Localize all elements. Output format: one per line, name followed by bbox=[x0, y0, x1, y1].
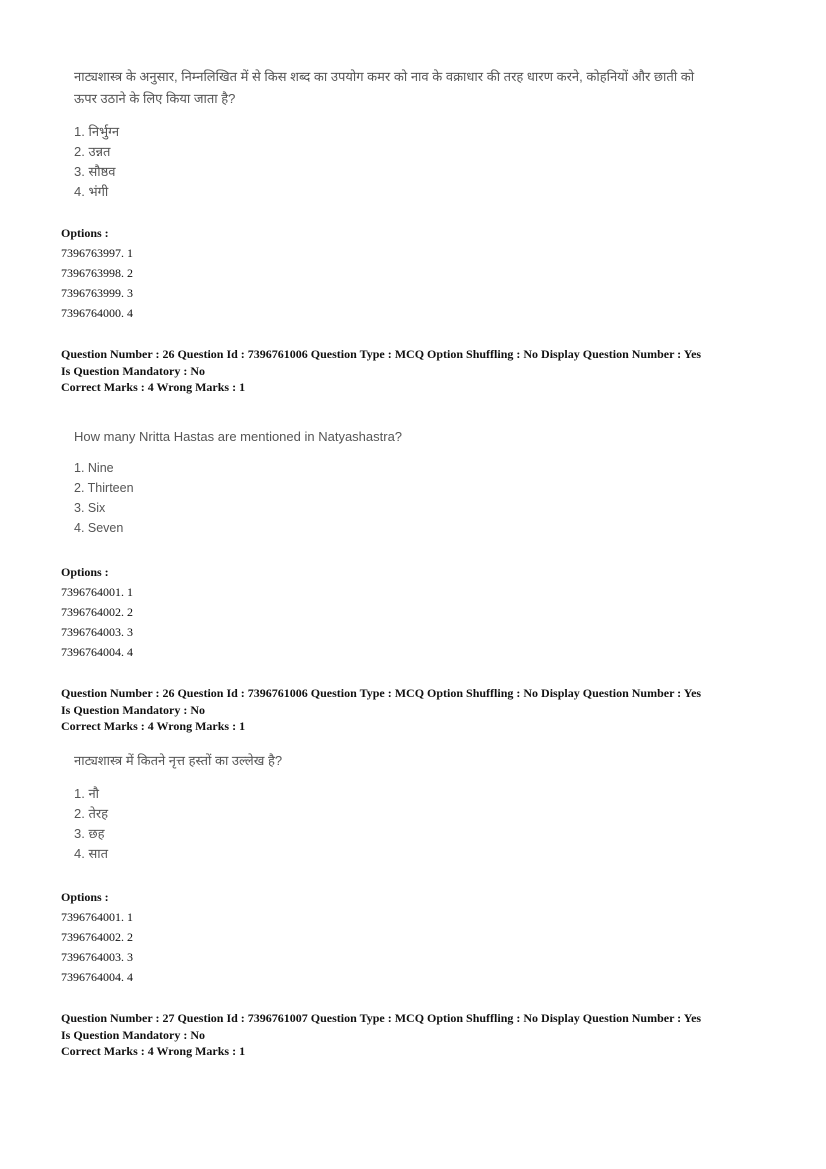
options-block bbox=[61, 562, 133, 662]
option-id: 7396764001. 1 bbox=[61, 910, 133, 924]
question-meta-line3: Correct Marks : 4 Wrong Marks : 1 bbox=[61, 1044, 246, 1058]
question-option: 2. उन्नत bbox=[74, 144, 111, 159]
question-meta bbox=[61, 685, 781, 735]
question-option: 4. सात bbox=[74, 846, 109, 861]
options-heading: Options : bbox=[61, 565, 109, 579]
option-id: 7396764000. 4 bbox=[61, 306, 133, 320]
question-meta-line2: Is Question Mandatory : No bbox=[61, 1027, 206, 1042]
question-option: 3. Six bbox=[74, 501, 106, 515]
question-meta bbox=[61, 346, 781, 396]
options-block bbox=[61, 223, 133, 323]
options-block bbox=[61, 887, 133, 987]
question-meta-line2: Is Question Mandatory : No bbox=[61, 363, 206, 378]
option-id: 7396763999. 3 bbox=[61, 286, 133, 300]
question-meta-line1: Question Number : 26 Question Id : 7396761006 Question Type : MCQ Option Shuffling : No Display Question Number : Yes bbox=[61, 347, 702, 361]
option-id: 7396764004. 4 bbox=[61, 645, 133, 659]
option-id: 7396764002. 2 bbox=[61, 605, 133, 619]
option-id: 7396764001. 1 bbox=[61, 585, 133, 599]
question-option: 4. Seven bbox=[74, 521, 124, 535]
question-option: 1. नौ bbox=[74, 786, 100, 801]
option-id: 7396764002. 2 bbox=[61, 930, 133, 944]
question-option: 2. Thirteen bbox=[74, 481, 134, 495]
question-option: 3. छह bbox=[74, 826, 105, 841]
options-heading: Options : bbox=[61, 226, 109, 240]
option-id: 7396764003. 3 bbox=[61, 625, 133, 639]
options-heading: Options : bbox=[61, 890, 109, 904]
question-meta-line3: Correct Marks : 4 Wrong Marks : 1 bbox=[61, 380, 246, 394]
question-option: 4. भंगी bbox=[74, 184, 109, 199]
question-meta-line2: Is Question Mandatory : No bbox=[61, 702, 206, 717]
question-text: How many Nritta Hastas are mentioned in Natyashastra? bbox=[74, 429, 403, 444]
option-id: 7396764004. 4 bbox=[61, 970, 133, 984]
option-id: 7396763998. 2 bbox=[61, 266, 133, 280]
question-meta-line1: Question Number : 26 Question Id : 7396761006 Question Type : MCQ Option Shuffling : No Display Question Number : Yes bbox=[61, 686, 702, 700]
question-text-line1: नाट्यशास्त्र के अनुसार, निम्नलिखित में से किस शब्द का उपयोग कमर को नाव के वक्राधार की तरह धारण करने, कोहनियों और छाती को bbox=[74, 69, 695, 84]
question-option: 1. Nine bbox=[74, 461, 114, 475]
question-meta-line3: Correct Marks : 4 Wrong Marks : 1 bbox=[61, 719, 246, 733]
question-image-q26-hindi bbox=[74, 750, 474, 864]
option-id: 7396764003. 3 bbox=[61, 950, 133, 964]
question-text: नाट्यशास्त्र में कितने नृत्त हस्तों का उल्लेख है? bbox=[74, 753, 283, 768]
question-option: 2. तेरह bbox=[74, 806, 109, 821]
question-meta bbox=[61, 1010, 781, 1060]
question-option: 1. निर्भुग्न bbox=[74, 124, 120, 139]
question-image-q25-hindi bbox=[74, 66, 774, 202]
question-option: 3. सौष्ठव bbox=[74, 164, 116, 179]
question-image-q26-english bbox=[74, 426, 574, 538]
option-id: 7396763997. 1 bbox=[61, 246, 133, 260]
question-text-line2: ऊपर उठाने के लिए किया जाता है? bbox=[74, 91, 236, 106]
question-meta-line1: Question Number : 27 Question Id : 7396761007 Question Type : MCQ Option Shuffling : No Display Question Number : Yes bbox=[61, 1011, 702, 1025]
